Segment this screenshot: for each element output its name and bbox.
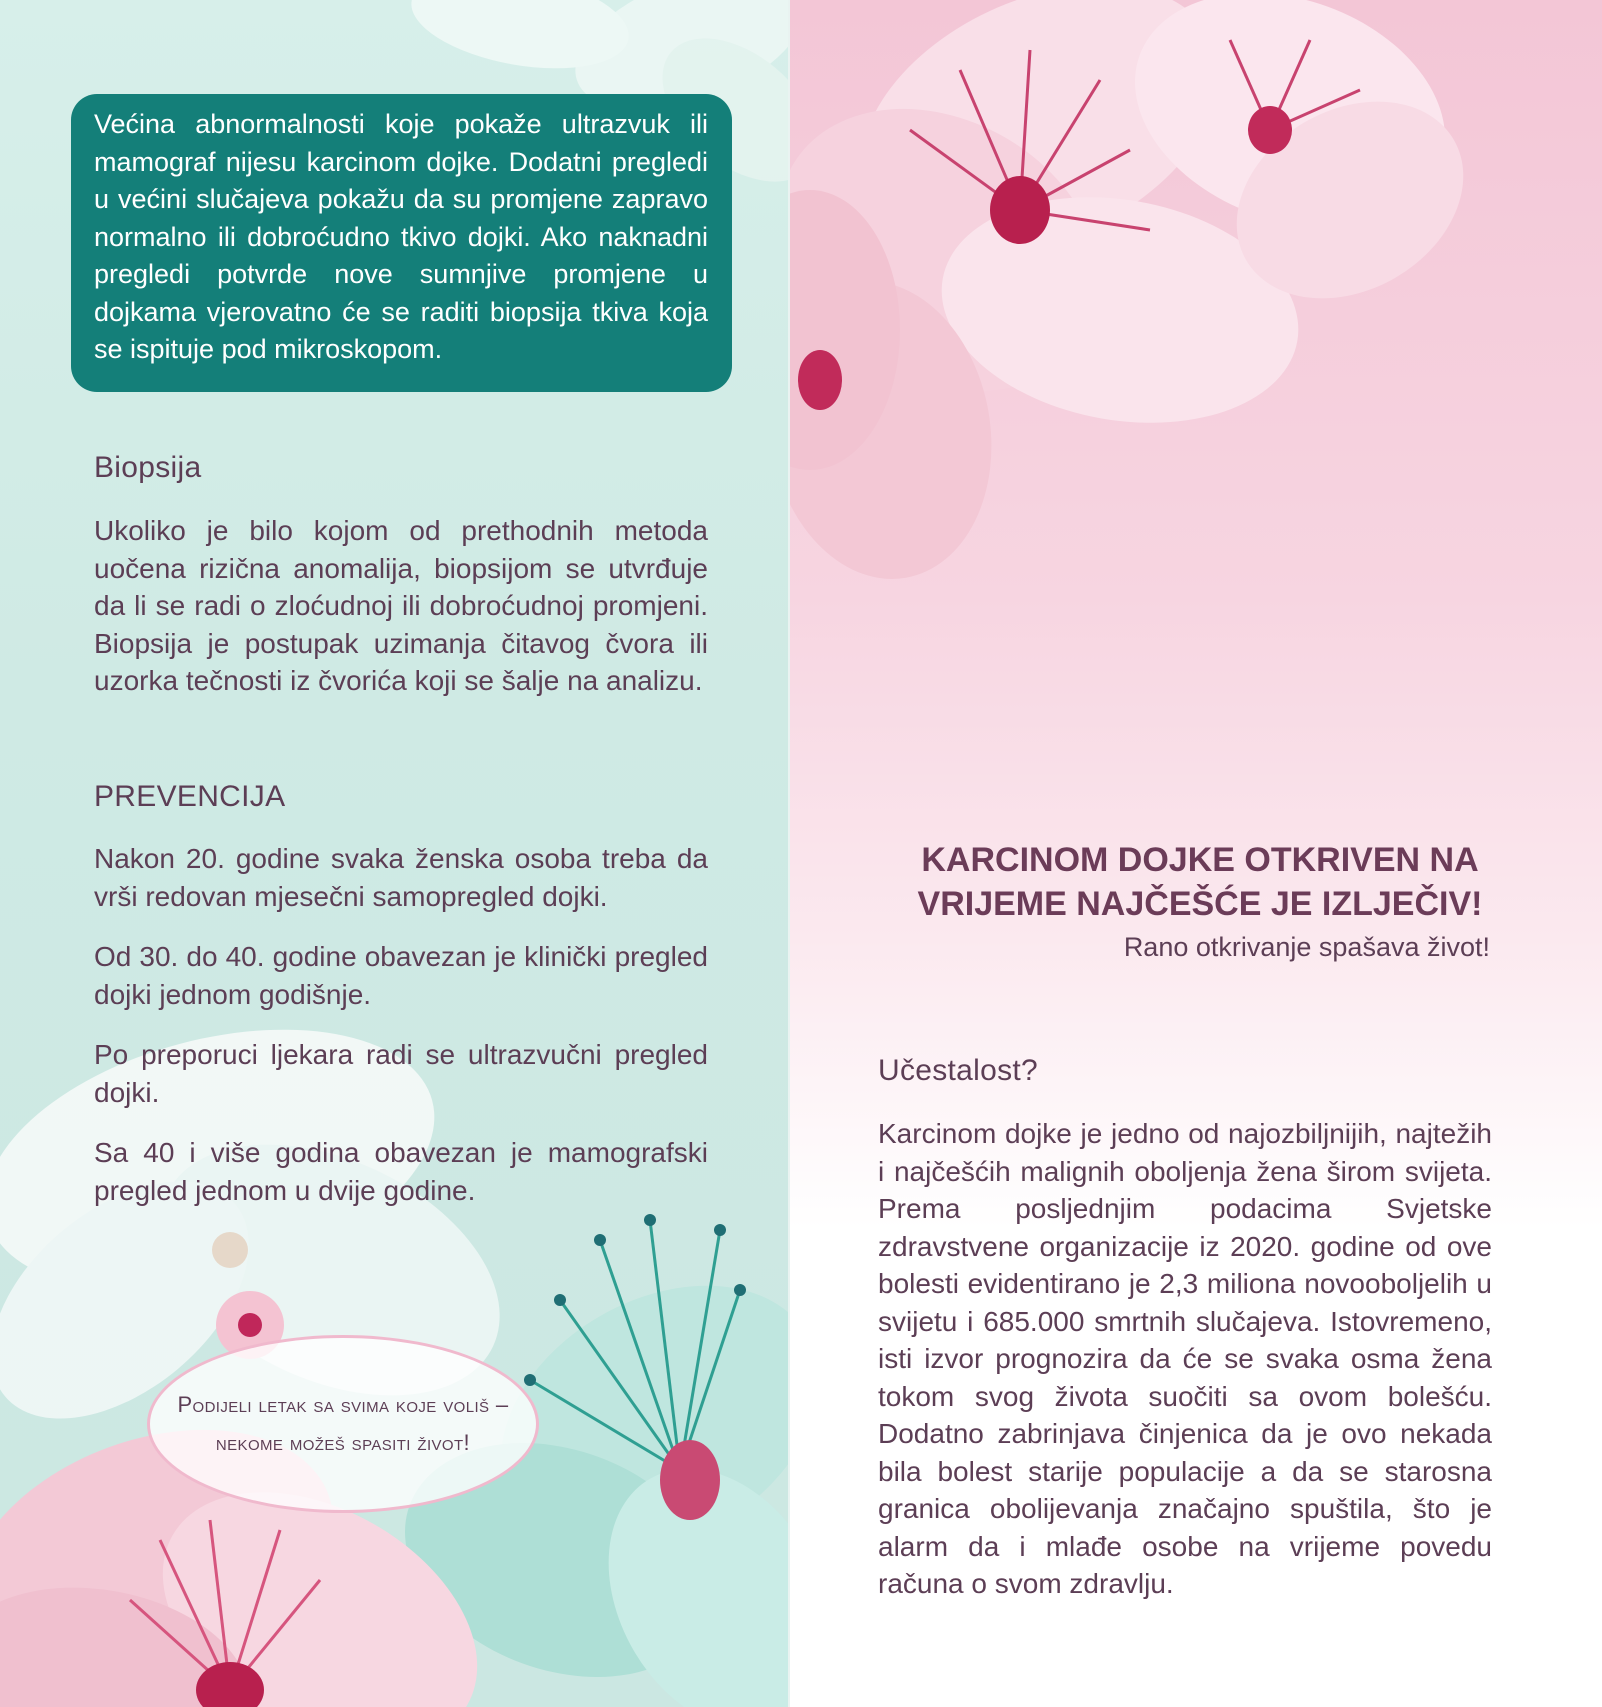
intro-info-box: Većina abnormalnosti koje pokaže ultrazvuk ili mamograf nijesu karcinom dojke. Dodatni pregledi u većini slučajeva pokažu da su promjene zapravo normalno ili dobroćudno tkivo dojki. Ako naknadni pregledi potvrde nove sumnjive promjene u dojkama vjerovatno će se raditi biopsija tkiva koja se ispituje pod mikroskopom. [71,94,732,392]
frequency-title: Učestalost? [878,1054,1039,1087]
prevention-item: Sa 40 i više godina obavezan je mamografski pregled jednom u dvije godine. [94,1137,708,1206]
prevention-title: PREVENCIJA [94,780,286,813]
biopsy-text: Ukoliko je bilo kojom od prethodnih metoda uočena rizična anomalija, biopsijom se utvrđuje da li se radi o zloćudnoj ili dobroćudnoj promjeni. Biopsija je postupak uzimanja čitavog čvora ili uzorka tečnosti iz čvorića koji se šalje na analizu. [94,515,708,696]
prevention-item: Od 30. do 40. godine obavezan je klinički pregled dojki jednom godišnje. [94,941,708,1010]
share-badge-text: Podijeli letak sa svima koje voliš – nekome možeš spasiti život! [177,1392,509,1455]
prevention-item: Nakon 20. godine svaka ženska osoba treba da vrši redovan mjesečni samopregled dojki. [94,843,708,912]
left-panel [0,0,790,1707]
biopsy-title: Biopsija [94,451,202,484]
frequency-text: Karcinom dojke je jedno od najozbiljnijih, najtežih i najčešćih malignih oboljenja žena širom svijeta. Prema posljednjim podacima Svjetske zdravstvene organizacije iz 2020. godine od ove bolesti evidentirano je 2,3 miliona novooboljelih u svijetu i 685.000 smrtnih slučajeva. Istovremeno, isti izvor prognozira da će se svaka osma žena tokom svog života suočiti sa ovom bolešću. Dodatno zabrinjava činjenica da je ovo nekada bila bolest starije populacije a da se starosna granica obolijevanja značajno spuštila, što je alarm da i mlađe osobe na vrijeme povedu računa o svom zdravlju. [878,1118,1492,1599]
main-headline: KARCINOM DOJKE OTKRIVEN NA VRIJEME NAJČEŠĆE JE IZLJEČIV! [917,841,1483,923]
headline-subtitle: Rano otkrivanje spašava život! [1123,932,1490,962]
prevention-item: Po preporuci ljekara radi se ultrazvučni pregled dojki. [94,1039,708,1108]
share-badge [147,1335,539,1513]
prevention-list [94,840,708,1232]
